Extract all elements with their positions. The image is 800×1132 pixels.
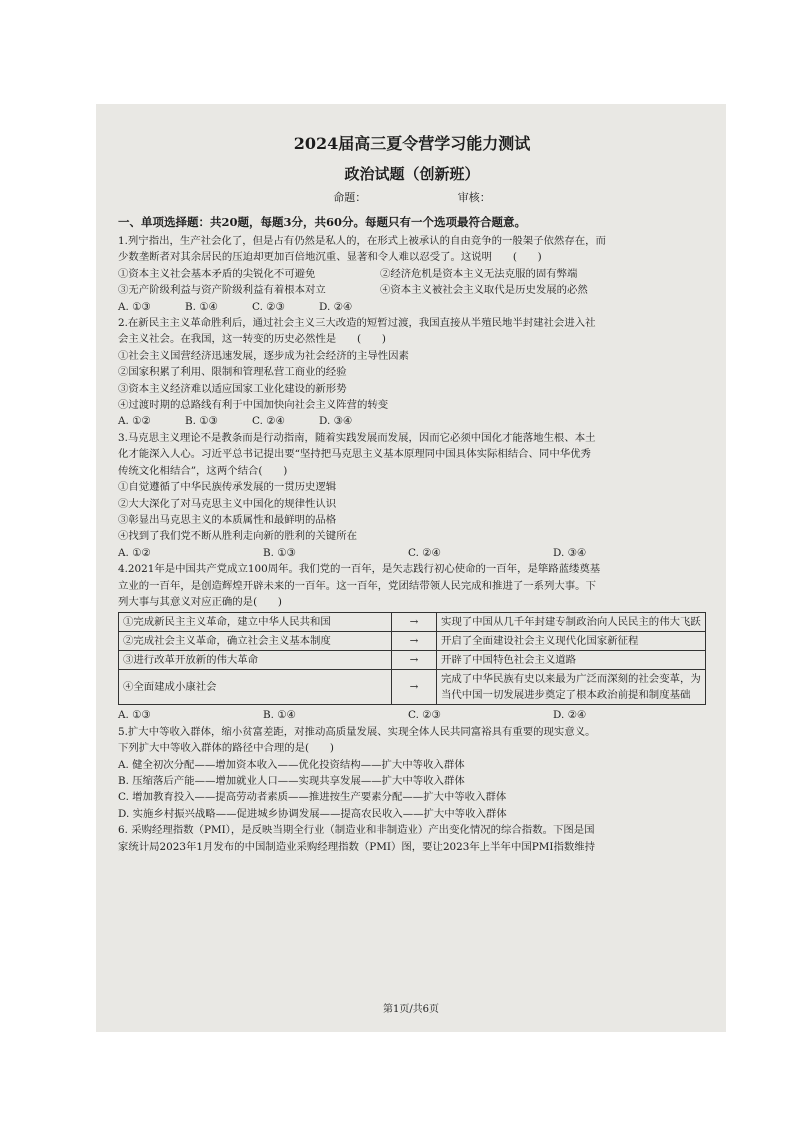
- answer-option: A. ①②: [118, 546, 151, 559]
- question-stem-line: 传统文化相结合”，这两个结合( ): [118, 464, 288, 477]
- arrow-cell: →: [392, 651, 437, 670]
- statement: ②大大深化了对马克思主义中国化的规律性认识: [118, 497, 337, 510]
- answer-option: B. ①③: [263, 546, 296, 559]
- arrow-cell: →: [392, 670, 437, 705]
- answer-option: D. ②④: [319, 300, 353, 313]
- exam-page: [96, 104, 726, 1032]
- page-title: 2024届高三夏令营学习能力测试: [293, 134, 531, 153]
- table-row: [119, 651, 706, 670]
- statement: ②国家积累了利用、限制和管理私营工商业的经验: [118, 366, 347, 379]
- answer-option: C. ②④: [252, 415, 285, 428]
- answer-option: B. 压缩落后产能——增加就业人口——实现共享发展——扩大中等收入群体: [118, 774, 465, 787]
- question-stem-line: 列大事与其意义对应正确的是( ): [118, 595, 282, 608]
- statement-list: [118, 266, 706, 299]
- question-stem-line: 化才能深入人心。习近平总书记提出要“坚持把马克思主义基本原理同中国具体实际相结合、同中华优秀: [118, 448, 591, 461]
- question-stem-line: 2.在新民主主义革命胜利后，通过社会主义三大改造的短暂过渡，我国直接从半殖民地半封建社会进入社: [118, 317, 596, 330]
- question-6: [118, 822, 706, 855]
- answer-option: C. ②③: [252, 300, 285, 313]
- answer-option: C. ②④: [408, 546, 441, 559]
- answer-option: C. 增加教育投入——提高劳动者素质——推进按生产要素分配——扩大中等收入群体: [118, 791, 507, 804]
- answer-option: C. ②③: [408, 709, 441, 722]
- page-subtitle: 政治试题（创新班）: [344, 165, 480, 183]
- meaning-cell: 实现了中国从几千年封建专制政治向人民民主的伟大飞跃: [437, 613, 706, 632]
- statement: ①资本主义社会基本矛盾的尖锐化不可避免: [118, 267, 316, 280]
- statement: ④找到了我们党不断从胜利走向新的胜利的关键所在: [118, 530, 357, 543]
- author-label: 命题：: [333, 191, 367, 204]
- statement: ①自觉遵循了中华民族传承发展的一贯历史逻辑: [118, 481, 337, 494]
- answer-option: D. ②④: [553, 709, 587, 722]
- answer-options: [118, 413, 706, 429]
- statement: ③彰显出马克思主义的本质属性和最鲜明的品格: [118, 513, 337, 526]
- page-number: 第1页/共6页: [382, 1003, 440, 1015]
- table-row: [119, 613, 706, 632]
- answer-options: [118, 299, 706, 315]
- answer-option: A. ①③: [118, 300, 151, 313]
- question-1: [118, 233, 706, 315]
- answer-option: A. ①②: [118, 415, 151, 428]
- answer-options: [118, 545, 706, 561]
- statement: ③无产阶级利益与资产阶级利益有着根本对立: [118, 284, 326, 297]
- meaning-cell: 完成了中华民族有史以来最为广泛而深刻的社会变革，为当代中国一切发展进步奠定了根本政治前提和制度基础: [437, 670, 706, 705]
- answer-option: D. ③④: [319, 415, 353, 428]
- arrow-cell: →: [392, 632, 437, 651]
- question-stem-line: 少数垄断者对其余居民的压迫却更加百倍地沉重、显著和令人难以忍受了。这说明 ( ): [118, 251, 542, 264]
- meaning-cell: 开辟了中国特色社会主义道路: [437, 651, 706, 670]
- question-stem-line: 4.2021年是中国共产党成立100周年。我们党的一百年，是矢志践行初心使命的一百年，是筚路蓝缕奠基: [118, 563, 601, 576]
- event-meaning-table: [118, 612, 706, 705]
- answer-options: [118, 707, 706, 723]
- statement: ③资本主义经济难以适应国家工业化建设的新形势: [118, 382, 347, 395]
- statement: ②经济危机是资本主义无法克服的固有弊端: [380, 267, 578, 280]
- question-5: [118, 724, 706, 822]
- meaning-cell: 开启了全面建设社会主义现代化国家新征程: [437, 632, 706, 651]
- answer-option: A. ①③: [118, 709, 151, 722]
- answer-option: B. ①④: [185, 300, 218, 313]
- question-2: [118, 315, 706, 430]
- table-row: [119, 632, 706, 651]
- reviewer-label: 审核：: [457, 191, 491, 204]
- answer-option: D. 实施乡村振兴战略——促进城乡协调发展——提高农民收入——扩大中等收入群体: [118, 807, 507, 820]
- event-cell: ④全面建成小康社会: [119, 670, 392, 705]
- statement: ④过渡时期的总路线有利于中国加快向社会主义阵营的转变: [118, 399, 389, 412]
- event-cell: ②完成社会主义革命，确立社会主义基本制度: [119, 632, 392, 651]
- question-3: [118, 430, 706, 561]
- question-stem-line: 5.扩大中等收入群体，缩小贫富差距，对推动高质量发展、实现全体人民共同富裕具有重要的现实意义。: [118, 725, 596, 738]
- question-stem-line: 1.列宁指出，生产社会化了，但是占有仍然是私人的，在形式上被承认的自由竞争的一般架子依然存在，而: [118, 235, 606, 247]
- table-row: [119, 670, 706, 705]
- answer-option: B. ①③: [185, 415, 218, 428]
- event-cell: ③进行改革开放新的伟大革命: [119, 651, 392, 670]
- statement: ④资本主义被社会主义取代是历史发展的必然: [380, 284, 588, 297]
- question-stem-line: 下列扩大中等收入群体的路径中合理的是( ): [118, 742, 334, 755]
- question-stem-line: 立业的一百年，是创造辉煌开辟未来的一百年。这一百年，党团结带领人民完成和推进了一系列大事。下: [118, 579, 596, 592]
- question-stem-line: 6. 采购经理指数（PMI），是反映当期全行业（制造业和非制造业）产出变化情况的综合指数。下图是国: [118, 824, 595, 837]
- question-4: [118, 561, 706, 724]
- event-cell: ①完成新民主主义革命，建立中华人民共和国: [119, 613, 392, 632]
- section-heading: 一、单项选择题：共20题，每题3分，共60分。每题只有一个选项最符合题意。: [118, 215, 527, 229]
- question-stem-line: 3.马克思主义理论不是教条而是行动指南，随着实践发展而发展，因而它必须中国化才能落地生根、本土: [118, 431, 596, 444]
- question-stem-line: 会主义社会。在我国，这一转变的历史必然性是 ( ): [118, 333, 386, 346]
- answer-option: B. ①④: [263, 709, 296, 722]
- answer-option: A. 健全初次分配——增加资本收入——优化投资结构——扩大中等收入群体: [118, 758, 465, 771]
- answer-option: D. ③④: [553, 546, 587, 559]
- arrow-cell: →: [392, 613, 437, 632]
- author-line: [118, 190, 706, 206]
- statement: ①社会主义国营经济迅速发展，逐步成为社会经济的主导性因素: [118, 349, 409, 362]
- question-stem-line: 家统计局2023年1月发布的中国制造业采购经理指数（PMI）图，要让2023年上半年中国PMI指数维持: [118, 840, 596, 853]
